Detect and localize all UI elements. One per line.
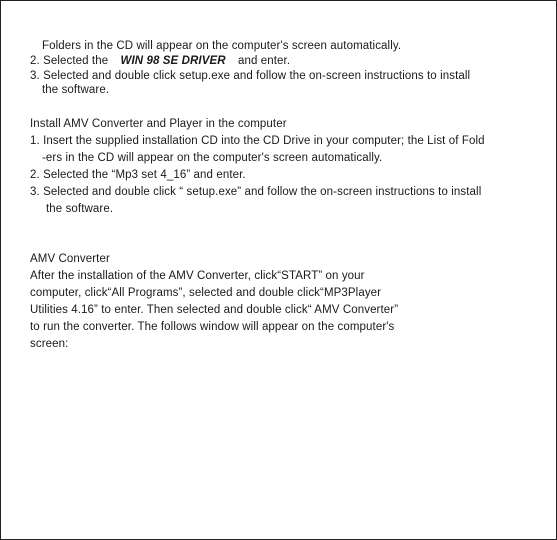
install-step-1-line-1: 1. Insert the supplied installation CD into the CD Drive in your computer; the List of Fold — [30, 135, 485, 147]
step-3-setup-line-2: the software. — [42, 84, 110, 96]
amv-paragraph-line-2: computer, click“All Programs”, selected and double click“MP3Player — [30, 287, 382, 299]
install-heading: Install AMV Converter and Player in the computer — [30, 118, 287, 130]
step-2-suffix: and enter. — [237, 55, 291, 67]
install-step-2: 2. Selected the “Mp3 set 4_16” and enter. — [30, 169, 246, 181]
step-2-driver-line — [30, 54, 290, 68]
amv-paragraph-line-5: screen: — [30, 338, 69, 350]
amv-paragraph-line-3: Utilities 4.16” to enter. Then selected and double click“ AMV Converter” — [30, 304, 399, 316]
amv-converter-heading: AMV Converter — [30, 253, 110, 265]
install-step-1-line-2: -ers in the CD will appear on the computer's screen automatically. — [42, 152, 383, 164]
install-step-3-line-1: 3. Selected and double click “ setup.exe” and follow the on-screen instructions to install — [30, 186, 482, 198]
step-3-setup-line-1: 3. Selected and double click setup.exe and follow the on-screen instructions to install — [30, 70, 471, 82]
amv-paragraph-line-1: After the installation of the AMV Converter, click“START” on your — [30, 270, 365, 282]
driver-name: WIN 98 SE DRIVER — [120, 55, 226, 67]
install-step-3-line-2: the software. — [46, 203, 114, 215]
amv-paragraph-line-4: to run the converter. The follows window will appear on the computer's — [30, 321, 395, 333]
step-2-prefix: 2. Selected the — [30, 55, 109, 67]
folders-appear-text: Folders in the CD will appear on the computer's screen automatically. — [42, 40, 402, 52]
